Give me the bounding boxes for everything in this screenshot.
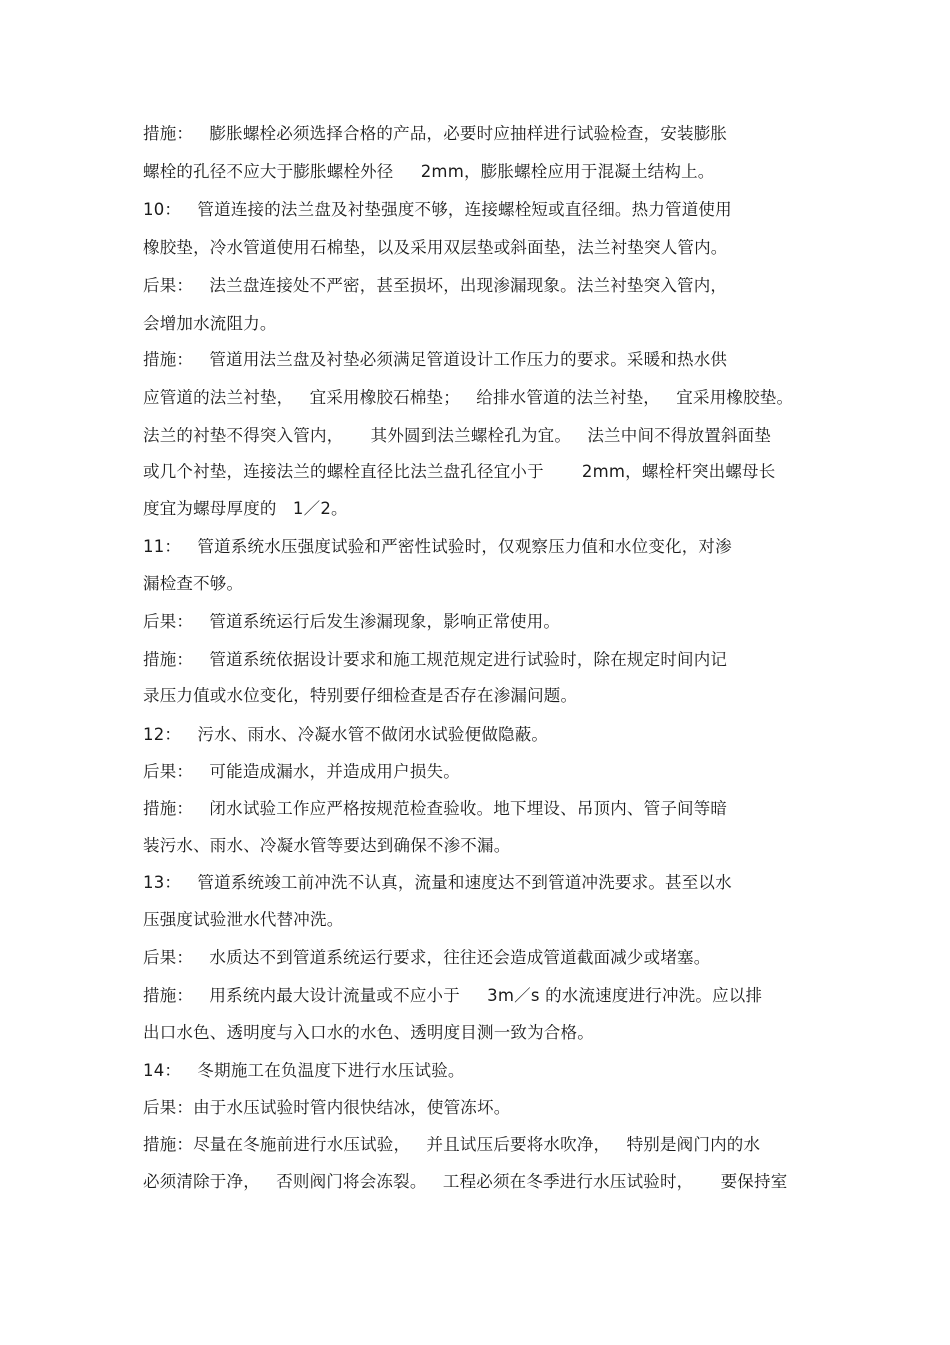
- text-line: 法兰的衬垫不得突入管内， 其外圆到法兰螺栓孔为宜。 法兰中间不得放置斜面垫: [143, 426, 772, 445]
- text-line: 装污水、雨水、冷凝水管等要达到确保不渗不漏。: [143, 836, 511, 855]
- text-line: 措施： 闭水试验工作应严格按规范检查验收。地下埋设、吊顶内、管子间等暗: [143, 799, 728, 818]
- text-line: 度宜为螺母厚度的 1／2。: [143, 499, 348, 518]
- text-line: 12： 污水、雨水、冷凝水管不做闭水试验便做隐蔽。: [143, 725, 549, 744]
- text-line: 必须清除于净， 否则阀门将会冻裂。 工程必须在冬季进行水压试验时， 要保持室: [143, 1172, 788, 1191]
- text-line: 或几个衬垫，连接法兰的螺栓直径比法兰盘孔径宜小于 2mm，螺栓杆突出螺母长: [143, 462, 776, 481]
- text-line: 螺栓的孔径不应大于膨胀螺栓外径 2mm，膨胀螺栓应用于混凝土结构上。: [143, 162, 715, 181]
- text-line: 后果： 可能造成漏水，并造成用户损失。: [143, 762, 460, 781]
- text-line: 措施： 管道用法兰盘及衬垫必须满足管道设计工作压力的要求。采暖和热水供: [143, 350, 728, 369]
- text-line: 后果： 法兰盘连接处不严密，甚至损坏，出现渗漏现象。法兰衬垫突入管内，: [143, 276, 728, 295]
- text-line: 10： 管道连接的法兰盘及衬垫强度不够，连接螺栓短或直径细。热力管道使用: [143, 200, 732, 219]
- text-line: 压强度试验泄水代替冲洗。: [143, 910, 344, 929]
- text-line: 11： 管道系统水压强度试验和严密性试验时，仅观察压力值和水位变化，对渗: [143, 537, 732, 556]
- text-line: 措施： 管道系统依据设计要求和施工规范规定进行试验时，除在规定时间内记: [143, 650, 728, 669]
- text-line: 后果：由于水压试验时管内很快结冰，使管冻坏。: [143, 1098, 511, 1117]
- text-line: 措施：尽量在冬施前进行水压试验， 并且试压后要将水吹净， 特别是阀门内的水: [143, 1135, 761, 1154]
- text-line: 会增加水流阻力。: [143, 314, 277, 333]
- text-line: 措施： 用系统内最大设计流量或不应小于 3m／s 的水流速度进行冲洗。应以排: [143, 986, 763, 1005]
- text-line: 14： 冬期施工在负温度下进行水压试验。: [143, 1061, 465, 1080]
- text-line: 应管道的法兰衬垫， 宜采用橡胶石棉垫； 给排水管道的法兰衬垫， 宜采用橡胶垫。: [143, 388, 794, 407]
- text-line: 橡胶垫，冷水管道使用石棉垫，以及采用双层垫或斜面垫，法兰衬垫突人管内。: [143, 238, 728, 257]
- text-line: 录压力值或水位变化，特别要仔细检查是否存在渗漏问题。: [143, 686, 578, 705]
- text-line: 漏检查不够。: [143, 574, 244, 593]
- text-line: 措施： 膨胀螺栓必须选择合格的产品，必要时应抽样进行试验检查，安装膨胀: [143, 124, 728, 143]
- text-line: 出口水色、透明度与入口水的水色、透明度目测一致为合格。: [143, 1023, 594, 1042]
- text-line: 13： 管道系统竣工前冲洗不认真，流量和速度达不到管道冲洗要求。甚至以水: [143, 873, 732, 892]
- text-line: 后果： 管道系统运行后发生渗漏现象，影响正常使用。: [143, 612, 561, 631]
- text-line: 后果： 水质达不到管道系统运行要求，往往还会造成管道截面减少或堵塞。: [143, 948, 711, 967]
